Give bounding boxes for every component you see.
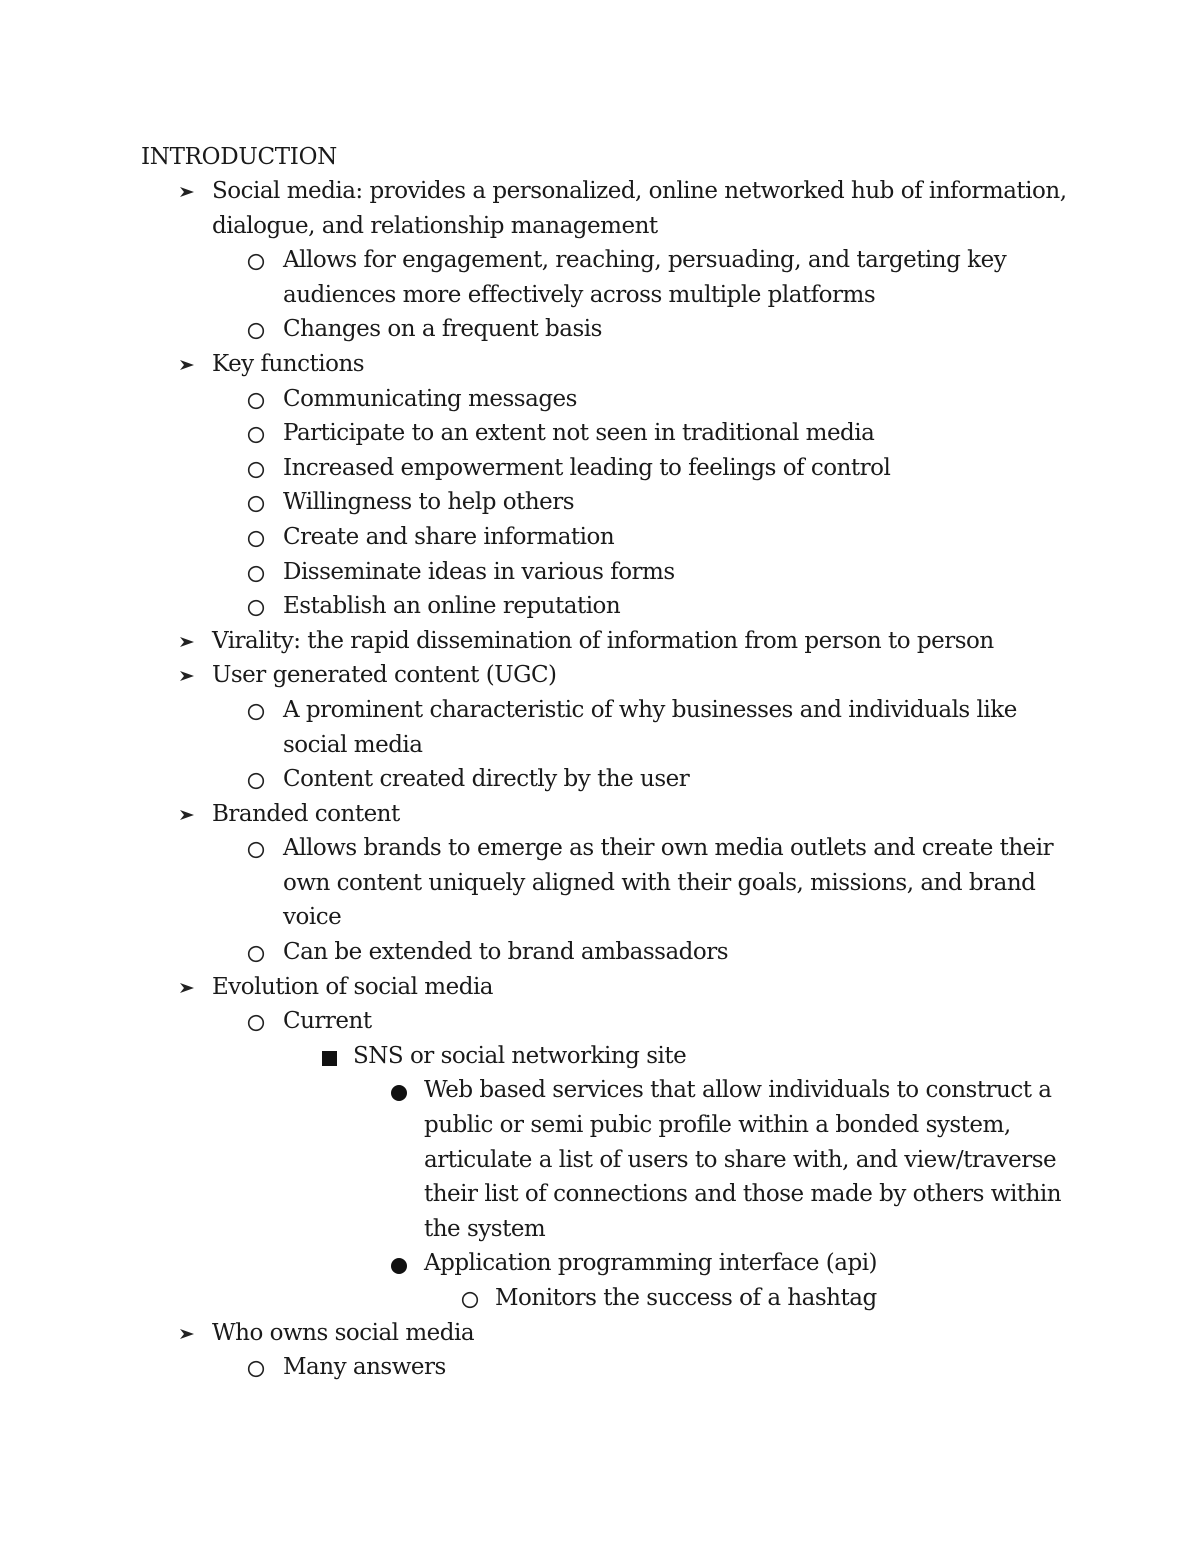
hollow-circle-icon <box>247 565 265 583</box>
list-item <box>0 762 1200 797</box>
text-line: Evolution of social media <box>212 973 494 1000</box>
hollow-circle-icon <box>247 426 265 444</box>
hollow-circle-icon <box>247 1360 265 1378</box>
arrowhead-icon <box>179 1328 195 1340</box>
list-item-text <box>283 485 1200 520</box>
hollow-circle-icon <box>247 495 265 513</box>
hollow-circle-icon <box>247 530 265 548</box>
text-line: Changes on a frequent basis <box>283 316 602 343</box>
text-line: Willingness to help others <box>283 489 575 516</box>
list-item-text <box>353 1039 1200 1074</box>
list-item-text <box>283 762 1200 797</box>
hollow-circle-icon <box>247 322 265 340</box>
list-item-text <box>283 831 1200 935</box>
text-line: their list of connections and those made by others within <box>424 1181 1062 1208</box>
list-item <box>0 1039 1200 1074</box>
list-item <box>0 1004 1200 1039</box>
text-line: Many answers <box>283 1354 446 1381</box>
hollow-circle-icon <box>461 1291 479 1309</box>
list-item-text <box>283 243 1200 312</box>
text-line: Virality: the rapid dissemination of information from person to person <box>212 627 994 654</box>
hollow-circle-icon <box>247 945 265 963</box>
text-line: Social media: provides a personalized, online networked hub of information, <box>212 178 1067 204</box>
list-item <box>0 382 1200 417</box>
text-line: Content created directly by the user <box>283 766 690 793</box>
list-item-text <box>283 1350 1200 1385</box>
list-item <box>0 520 1200 555</box>
list-item <box>0 935 1200 970</box>
text-line: Who owns social media <box>212 1319 475 1346</box>
hollow-circle-icon <box>247 703 265 721</box>
text-line: public or semi pubic profile within a bonded system, <box>424 1112 1011 1139</box>
text-line: Participate to an extent not seen in traditional media <box>283 420 875 447</box>
list-item <box>0 658 1200 693</box>
list-item <box>0 347 1200 382</box>
list-item <box>0 693 1200 762</box>
list-item-text <box>212 970 1200 1005</box>
list-item-text <box>283 1004 1200 1039</box>
list-item <box>0 589 1200 624</box>
hollow-circle-icon <box>247 841 265 859</box>
text-line: A prominent characteristic of why businesses and individuals like <box>283 696 1017 723</box>
list-item-text <box>283 416 1200 451</box>
arrowhead-icon <box>179 186 195 198</box>
list-item-text <box>212 174 1200 243</box>
list-item <box>0 797 1200 832</box>
text-line: Establish an online reputation <box>283 593 621 620</box>
list-item <box>0 1350 1200 1385</box>
list-item <box>0 1246 1200 1281</box>
list-item-text <box>283 555 1200 590</box>
arrowhead-icon <box>179 982 195 994</box>
text-line: voice <box>283 904 342 931</box>
text-line: Communicating messages <box>283 385 577 412</box>
list-item-text <box>283 935 1200 970</box>
list-item-text <box>212 658 1200 693</box>
list-item-text <box>283 520 1200 555</box>
list-item <box>0 451 1200 486</box>
text-line: Increased empowerment leading to feelings of control <box>283 454 891 481</box>
filled-circle-icon <box>390 1257 408 1275</box>
hollow-circle-icon <box>247 599 265 617</box>
arrowhead-icon <box>179 636 195 648</box>
list-item-text <box>424 1246 1200 1281</box>
text-line: Allows for engagement, reaching, persuading, and targeting key <box>283 247 1007 274</box>
list-item-text <box>212 797 1200 832</box>
list-item <box>0 1316 1200 1351</box>
section-heading: INTRODUCTION <box>141 144 337 170</box>
text-line: Web based services that allow individuals to construct a <box>424 1077 1052 1104</box>
list-item <box>0 970 1200 1005</box>
text-line: own content uniquely aligned with their goals, missions, and brand <box>283 869 1036 896</box>
list-item <box>0 1073 1200 1246</box>
text-line: social media <box>283 731 423 758</box>
filled-circle-icon <box>390 1084 408 1102</box>
hollow-circle-icon <box>247 1014 265 1032</box>
hollow-circle-icon <box>247 461 265 479</box>
list-item <box>0 624 1200 659</box>
list-item <box>0 831 1200 935</box>
list-item-text <box>424 1073 1200 1246</box>
hollow-circle-icon <box>247 392 265 410</box>
text-line: User generated content (UGC) <box>212 662 557 689</box>
list-item-text <box>283 451 1200 486</box>
text-line: Create and share information <box>283 523 615 550</box>
list-item <box>0 1281 1200 1316</box>
filled-square-icon <box>321 1050 338 1067</box>
text-line: Current <box>283 1008 372 1035</box>
list-item-text <box>495 1281 1200 1316</box>
list-item-text <box>283 312 1200 347</box>
list-item-text <box>212 624 1200 659</box>
list-item-text <box>212 347 1200 382</box>
list-item <box>0 416 1200 451</box>
text-line: Allows brands to emerge as their own media outlets and create their <box>283 835 1054 862</box>
arrowhead-icon <box>179 670 195 682</box>
list-item <box>0 174 1200 243</box>
list-item-text <box>212 1316 1200 1351</box>
list-item-text <box>283 382 1200 417</box>
list-item <box>0 312 1200 347</box>
text-line: Application programming interface (api) <box>424 1250 878 1277</box>
outline-list <box>0 174 1200 1385</box>
text-line: articulate a list of users to share with, and view/traverse <box>424 1146 1057 1173</box>
text-line: Disseminate ideas in various forms <box>283 558 675 585</box>
arrowhead-icon <box>179 359 195 371</box>
text-line: Key functions <box>212 350 365 377</box>
text-line: Can be extended to brand ambassadors <box>283 939 729 966</box>
arrowhead-icon <box>179 809 195 821</box>
text-line: Branded content <box>212 800 400 827</box>
list-item <box>0 555 1200 590</box>
list-item <box>0 485 1200 520</box>
text-line: dialogue, and relationship management <box>212 212 658 239</box>
list-item <box>0 243 1200 312</box>
list-item-text <box>283 693 1200 762</box>
list-item-text <box>283 589 1200 624</box>
hollow-circle-icon <box>247 253 265 271</box>
text-line: Monitors the success of a hashtag <box>495 1285 877 1311</box>
hollow-circle-icon <box>247 772 265 790</box>
text-line: the system <box>424 1215 546 1242</box>
text-line: audiences more effectively across multiple platforms <box>283 281 876 308</box>
text-line: SNS or social networking site <box>353 1042 687 1069</box>
